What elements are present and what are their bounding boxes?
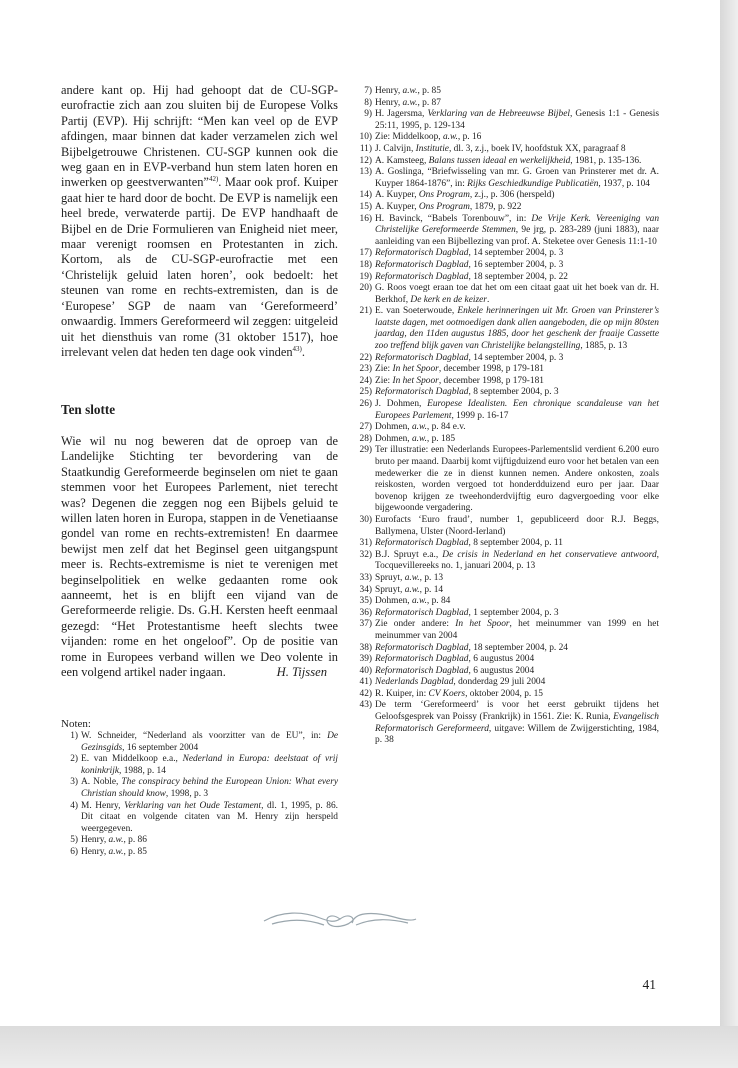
article-body-top <box>61 83 338 360</box>
footnote-text: A. Kamsteeg, Balans tussen ideaal en werkelijkheid, 1981, p. 135-136. <box>375 155 642 166</box>
footnote-text: Zie: Middelkoop, a.w., p. 16 <box>375 132 482 143</box>
footnote-number: 35) <box>359 596 372 607</box>
footnote-number: 3) <box>70 777 78 788</box>
footnote-item <box>352 98 659 110</box>
footnote-number: 20) <box>359 283 372 294</box>
footnote-item <box>352 643 659 655</box>
footnote-item <box>352 608 659 620</box>
footnote-number: 11) <box>359 143 372 154</box>
footnote-text: Reformatorisch Dagblad, 14 september 2004, p. 3 <box>375 248 564 259</box>
footnote-number: 37) <box>359 619 372 630</box>
footnote-text: G. Roos voegt eraan toe dat het om een citaat gaat uit het boek van dr. H. Berkhof, De kerk en de keizer. <box>375 283 659 305</box>
footnote-number: 2) <box>70 754 78 765</box>
footnote-text: Reformatorisch Dagblad, 16 september 2004, p. 3 <box>375 259 564 270</box>
footnote-item <box>352 364 659 376</box>
footnote-item <box>61 847 338 859</box>
footnote-item <box>352 109 659 132</box>
footnote-text: Henry, a.w., p. 85 <box>375 86 441 96</box>
footnote-number: 39) <box>359 654 372 665</box>
footnote-text: Spruyt, a.w., p. 14 <box>375 584 444 595</box>
footnote-number: 24) <box>359 375 372 386</box>
footnote-number: 13) <box>359 167 372 178</box>
page-number: 41 <box>642 977 656 992</box>
footnote-item <box>352 202 659 214</box>
author-signature: H. Tijssen <box>276 665 327 679</box>
footnote-item <box>352 190 659 202</box>
footnote-number: 8) <box>364 97 372 108</box>
footnote-item <box>61 801 338 836</box>
footnote-text: Reformatorisch Dagblad, 1 september 2004, p. 3 <box>375 607 559 618</box>
footnote-text: Henry, a.w., p. 85 <box>81 846 147 857</box>
footnote-item <box>352 272 659 284</box>
footnote-text: Reformatorisch Dagblad, 18 september 2004, p. 24 <box>375 642 568 653</box>
footnote-item <box>352 538 659 550</box>
footnote-text: A. Noble, The conspiracy behind the European Union: What every Christian should know, 1998, p. 3 <box>81 777 339 799</box>
notes-title: Noten: <box>61 718 91 730</box>
footnote-number: 42) <box>359 688 372 699</box>
footnote-text: Reformatorisch Dagblad, 8 september 2004, p. 11 <box>375 538 563 549</box>
footnote-number: 21) <box>359 306 372 317</box>
footnote-text: J. Calvijn, Institutie, dl. 3, z.j., boek IV, hoofdstuk XX, paragraaf 8 <box>375 143 626 154</box>
footnote-text: Spruyt, a.w., p. 13 <box>375 572 444 583</box>
footnote-ref: 43) <box>292 344 302 353</box>
footnote-item <box>352 248 659 260</box>
footnote-item <box>352 700 659 746</box>
footnote-number: 4) <box>70 800 78 811</box>
footnote-text: H. Jagersma, Verklaring van de Hebreeuwse Bijbel, Genesis 1:1 - Genesis 25:11, 1995, p. 129-134 <box>375 109 660 131</box>
footnote-number: 17) <box>359 248 372 259</box>
footnote-number: 18) <box>359 259 372 270</box>
footnote-item <box>352 132 659 144</box>
footnote-item <box>352 214 659 249</box>
footnote-item <box>61 835 338 847</box>
footnote-item <box>352 422 659 434</box>
footnote-number: 19) <box>359 271 372 282</box>
section-heading: Ten slotte <box>61 402 116 417</box>
footnote-number: 32) <box>359 549 372 560</box>
footnote-number: 40) <box>359 665 372 676</box>
footnote-text: R. Kuiper, in: CV Koers, oktober 2004, p. 15 <box>375 688 543 699</box>
footnote-text: A. Kuyper, Ons Program, z.j., p. 306 (herspeld) <box>375 190 555 201</box>
footnote-item <box>352 434 659 446</box>
notes-list-left <box>61 731 338 859</box>
article-body-bottom <box>61 434 338 681</box>
footnote-item <box>352 573 659 585</box>
footnote-number: 23) <box>359 364 372 375</box>
footnote-number: 25) <box>359 387 372 398</box>
footnote-item <box>352 86 659 98</box>
ornament-icon <box>262 905 418 933</box>
footnote-text: Reformatorisch Dagblad, 6 augustus 2004 <box>375 654 535 665</box>
footnote-text: Henry, a.w., p. 86 <box>81 835 147 846</box>
footnote-number: 10) <box>359 132 372 143</box>
footnote-number: 43) <box>359 700 372 711</box>
footnote-number: 14) <box>359 190 372 201</box>
footnote-text: Eurofacts ‘Euro fraud’, number 1, gepubliceerd door R.J. Beggs, Ballymena, Ulster (Noord-Ierland) <box>375 514 659 537</box>
footnote-item <box>352 654 659 666</box>
paragraph: andere kant op. Hij had gehoopt dat de CU-SGP-eurofractie zich aan zou sluiten bij de Europese Volks Partij (EVP). Hij schrijft: “Men kan veel op de EVP afdingen, maar binnen dat kader verzamelen zich wel Bijbelgetrouwe Christenen. CU-SGP kunnen ook die weg gaan en in EVP-verband hun stem laten horen en inwerken op geestverwanten”$^{42)}$. Maar ook prof. Kuiper gaat hier te hard door de bocht. De EVP is namelijk een heel brede, verwaterde partij. De EVP handhaaft de Bijbel en de Drie Formulieren van Enigheid niet meer, maar verenigt roomsen en Protestanten in zich. Kortom, als de CU-SGP-eurofractie met een ‘Christelijk geluid laten horen’, ook bedoelt: het steunen van rome en rechts-extremisten, dan is de ‘Europese’ SGP de naam van ‘Gereformeerd’ onwaardig. Immers Gereformeerd wil zeggen: uitgeleid uit het diensthuis van rome (31 oktober 1517), hoe irrelevant velen dat heden ten dage ook vinden$^{43)}$. <box>61 83 338 359</box>
footnote-text: Nederlands Dagblad, donderdag 29 juli 2004 <box>375 677 546 688</box>
footnote-number: 9) <box>364 109 372 120</box>
paragraph: Wie wil nu nog beweren dat de oproep van de Landelijke Stichting ter bevordering van de Staatkundig Gereformeerde beginselen om niet te gaan stemmen voor het Europees Parlement, niet terecht was? Degenen die zeggen nog een Bijbels geluid te willen laten horen in Europa, stappen in de Venetiaanse gondel van rome en rechts-extremisten! En daarmee bewijst men zelf dat het Beginsel geen uitgangspunt meer is. Rechts-extremisme is niet te verenigen met beginselpolitiek en welke gedaanten rome ook aanneemt, het is en blijft een vijand van de Gereformeerde religie. Ds. G.H. Kersten heeft eenmaal gezegd: “Het Protestantisme heeft slechts twee vijanden: rome en het ongeloof”. Op de positie van rome in Europees verband willen we Deo volente in een volgend artikel nader ingaan. <box>61 434 338 680</box>
footnote-item <box>352 156 659 168</box>
footnote-number: 16) <box>359 213 372 224</box>
footnote-item <box>352 283 659 306</box>
footnote-item <box>352 550 659 573</box>
footnote-number: 30) <box>359 514 372 525</box>
footnote-text: Zie onder andere: In het Spoor, het meinummer van 1999 en het meinummer van 2004 <box>375 619 659 641</box>
footnote-text: E. van Middelkoop e.a., Nederland in Europa: deelstaat of vrij koninkrijk, 1988, p. 14 <box>81 754 338 776</box>
notes-list-right <box>352 86 659 747</box>
footnote-number: 22) <box>359 352 372 363</box>
footnote-text: M. Henry, Verklaring van het Oude Testament, dl. 1, 1995, p. 86. Dit citaat en volgende citaten van M. Henry zijn herspeld weergegeven. <box>81 800 338 834</box>
footnote-number: 27) <box>359 422 372 433</box>
footnote-text: Dohmen, a.w., p. 84 <box>375 596 451 607</box>
page-edge-right <box>720 0 738 1068</box>
footnote-number: 1) <box>70 731 78 741</box>
footnote-text: Henry, a.w., p. 87 <box>375 97 441 108</box>
footnote-text: B.J. Spruyt e.a., De crisis in Nederland en het conservatieve antwoord, Tocquevillereeks no. 1, januari 2004, p. 13 <box>375 549 659 572</box>
footnote-number: 29) <box>359 445 372 456</box>
footnote-number: 33) <box>359 572 372 583</box>
footnote-item <box>352 167 659 190</box>
footnote-number: 28) <box>359 433 372 444</box>
footnote-item <box>352 515 659 538</box>
footnote-item <box>352 445 659 515</box>
footnote-text: W. Schneider, “Nederland als voorzitter van de EU”, in: De Gezinsgids, 16 september 2004 <box>81 731 338 753</box>
footnote-text: Reformatorisch Dagblad, 14 september 2004, p. 3 <box>375 352 564 363</box>
footnote-text: A. Goslinga, “Briefwisseling van mr. G. Groen van Prinsterer met dr. A. Kuyper 1864-1876”, in: Rijks Geschiedkundige Publicatiën, 1937, p. 104 <box>375 167 659 189</box>
footnote-text: E. van Soeterwoude, Enkele herinneringen uit Mr. Groen van Prinsterer’s laatste dagen, met ootmoedigen dank allen aangeboden, die op mijn 80sten jaardag, den 11den augustus 1885, door het geschenk der fraaije Cassette zoo treffend blijk gaven van Christelijke belangstelling, 1885, p. 13 <box>375 306 659 352</box>
footnote-text: A. Kuyper, Ons Program, 1879, p. 922 <box>375 201 522 212</box>
footnote-item <box>61 731 338 754</box>
footnote-item <box>352 144 659 156</box>
footnote-text: Reformatorisch Dagblad, 8 september 2004, p. 3 <box>375 387 559 398</box>
page-edge-bottom <box>0 1026 738 1068</box>
footnote-text: Zie: In het Spoor, december 1998, p 179-181 <box>375 375 544 386</box>
footnote-number: 6) <box>70 846 78 857</box>
footnote-number: 7) <box>364 86 372 96</box>
footnote-number: 31) <box>359 538 372 549</box>
footnote-item <box>61 754 338 777</box>
footnote-text: Dohmen, a.w., p. 185 <box>375 433 456 444</box>
footnote-ref: 42) <box>208 175 219 184</box>
footnote-item <box>352 387 659 399</box>
footnote-number: 26) <box>359 399 372 410</box>
footnote-item <box>352 677 659 689</box>
footnote-item <box>352 376 659 388</box>
footnote-number: 5) <box>70 835 78 846</box>
footnote-text: Reformatorisch Dagblad, 6 augustus 2004 <box>375 665 535 676</box>
footnote-item <box>352 399 659 422</box>
footnote-item <box>352 585 659 597</box>
footnote-number: 36) <box>359 607 372 618</box>
footnote-text: Zie: In het Spoor, december 1998, p 179-181 <box>375 364 544 375</box>
footnote-item <box>352 666 659 678</box>
footnote-item <box>352 306 659 352</box>
footnote-number: 12) <box>359 155 372 166</box>
footnote-item <box>352 260 659 272</box>
footnote-item <box>352 619 659 642</box>
footnote-text: Ter illustratie: een Nederlands Europees-Parlementslid verdient 6.200 euro bruto per maand. Daarbij komt vijftigduizend euro voor het betalen van een medewerker die ze in dienst kunnen nemen. Andere onkosten, zoals reiskosten, worden vergoed tot honderdduizend euro per jaar. Daar bovenop krijgen ze tweehonderdvijftig euro dagvergoeding voor elke bijgewoonde vergadering. <box>375 445 659 514</box>
footnote-item <box>352 353 659 365</box>
footnote-number: 41) <box>359 677 372 688</box>
footnote-number: 34) <box>359 584 372 595</box>
footnote-text: De term ‘Gereformeerd’ is voor het eerst gebruikt tijdens het Geloofsgesprek van Poissy (Frankrijk) in 1561. Zie: K. Runia, Evangelisch Reformatorisch Gereformeerd, uitgave: Willem de Zwijgerstichting, 1984, p. 38 <box>375 700 659 746</box>
footnote-text: J. Dohmen, Europese Idealisten. Een chronique scandaleuse van het Europees Parlement, 1999 p. 16-17 <box>375 399 659 421</box>
footnote-number: 15) <box>359 201 372 212</box>
footnote-text: Reformatorisch Dagblad, 18 september 2004, p. 22 <box>375 271 568 282</box>
footnote-text: Dohmen, a.w., p. 84 e.v. <box>375 422 466 433</box>
footnote-item <box>61 777 338 800</box>
footnote-text: H. Bavinck, “Babels Torenbouw”, in: De Vrije Kerk. Vereeniging van Christelijke Gereformeerde Stemmen, 9e jrg, p. 283-289 (juni 1883), naar aanleiding van een Bijbellezing van prof. A. Steketee over Genesis 11:1-10 <box>375 213 660 247</box>
footnote-item <box>352 689 659 701</box>
footnote-item <box>352 596 659 608</box>
footnote-number: 38) <box>359 642 372 653</box>
